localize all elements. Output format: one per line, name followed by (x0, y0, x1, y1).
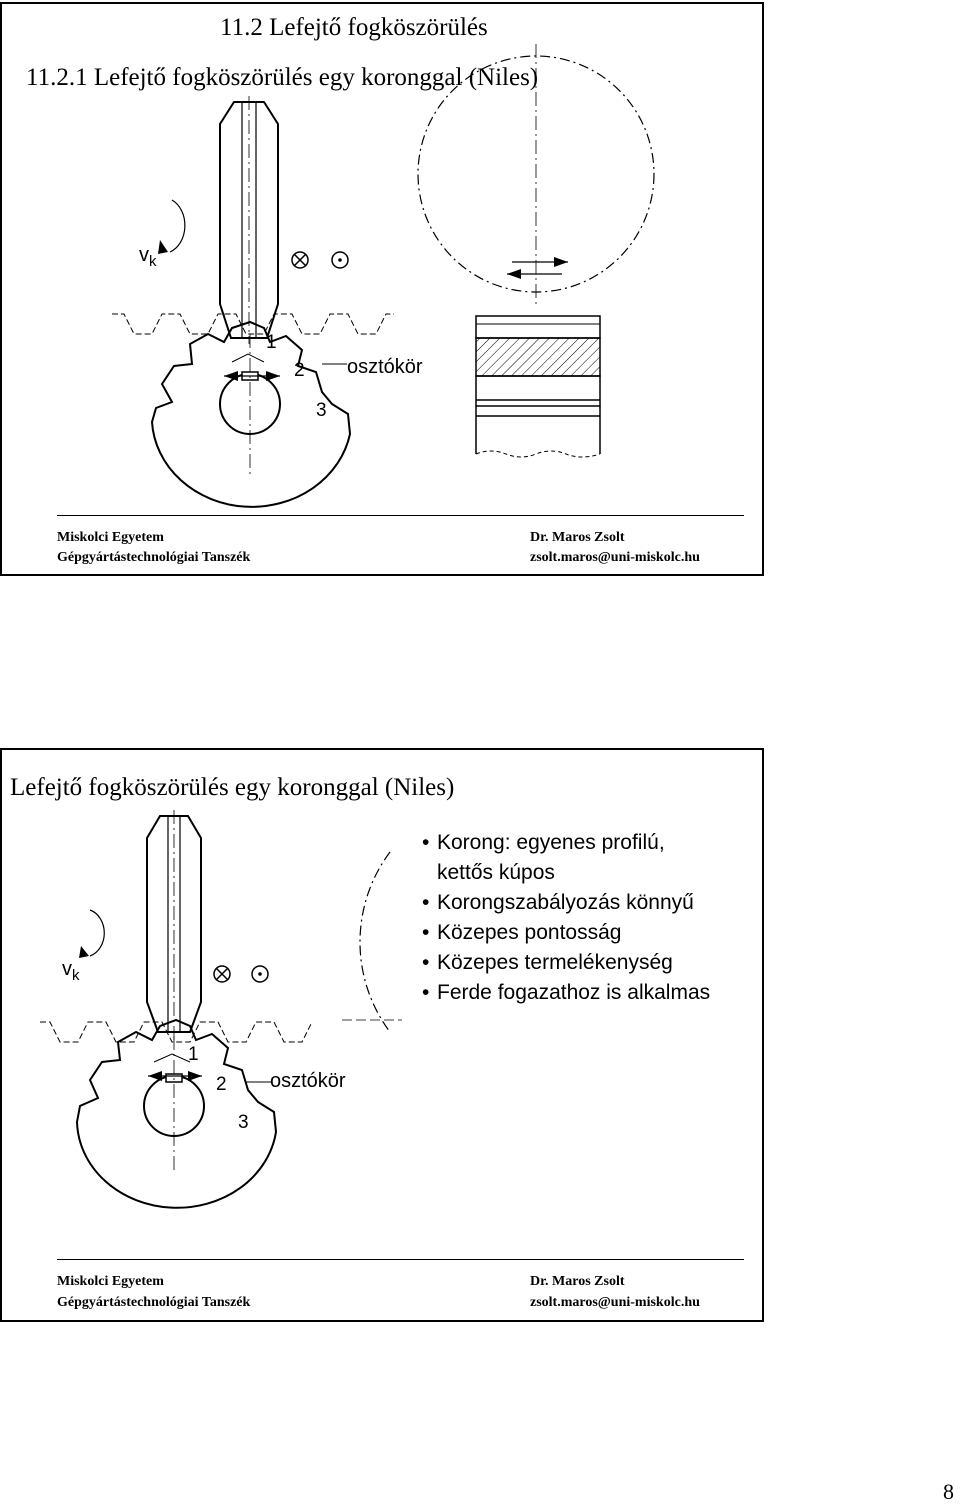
footer-department: Gépgyártástechnológiai Tanszék (57, 550, 251, 565)
feature-list (422, 828, 710, 1008)
footer-department: Gépgyártástechnológiai Tanszék (57, 1295, 251, 1310)
pitch-circle (360, 852, 390, 1032)
footer-email: zsolt.maros@uni-miskolc.hu (530, 550, 700, 565)
label-two: 2 (294, 360, 305, 381)
footer-rule (57, 515, 744, 516)
cross-symbol (292, 252, 308, 268)
feature-item: • Ferde fogazathoz is alkalmas (422, 978, 710, 1008)
label-two: 2 (216, 1074, 227, 1095)
feature-item-continued: kettős kúpos (437, 861, 555, 884)
page-number: 8 (943, 1479, 954, 1504)
slide-title: Lefejtő fogköszörülés egy koronggal (Niles) (10, 774, 455, 801)
section-title: 11.2.1 Lefejtő fogköszörülés egy koronggal (Niles) (26, 64, 539, 91)
feature-item: • Korongszabályozás könnyű (422, 888, 710, 918)
rotation-arc (170, 200, 185, 252)
rotation-arc (90, 910, 104, 956)
feature-item: • Közepes termelékenység (422, 948, 710, 978)
dot-symbol (252, 966, 268, 982)
pitch-circle-label: osztókör (270, 1070, 346, 1092)
dot-symbol (332, 252, 348, 268)
footer-university: Miskolci Egyetem (57, 530, 164, 545)
feature-item: • Korong: egyenes profilú, (422, 828, 710, 858)
footer-rule (57, 1259, 744, 1260)
slide-1 (0, 2, 764, 576)
label-one: 1 (188, 1044, 199, 1065)
page-title: 11.2 Lefejtő fogköszörülés (220, 14, 488, 41)
velocity-label: $v_k$ (62, 958, 80, 984)
pitch-circle-label: osztókör (347, 356, 423, 378)
footer-email: zsolt.maros@uni-miskolc.hu (530, 1295, 700, 1310)
label-one: 1 (266, 332, 277, 353)
slide-2 (0, 748, 764, 1322)
label-three: 3 (238, 1112, 249, 1133)
velocity-label: $v_k$ (139, 244, 157, 270)
workpiece-section (476, 316, 600, 457)
cross-symbol (214, 966, 230, 982)
footer-author: Dr. Maros Zsolt (530, 1274, 625, 1289)
footer-author: Dr. Maros Zsolt (530, 530, 625, 545)
footer-university: Miskolci Egyetem (57, 1274, 164, 1289)
label-three: 3 (316, 400, 327, 421)
feature-item: • Közepes pontosság (422, 918, 710, 948)
